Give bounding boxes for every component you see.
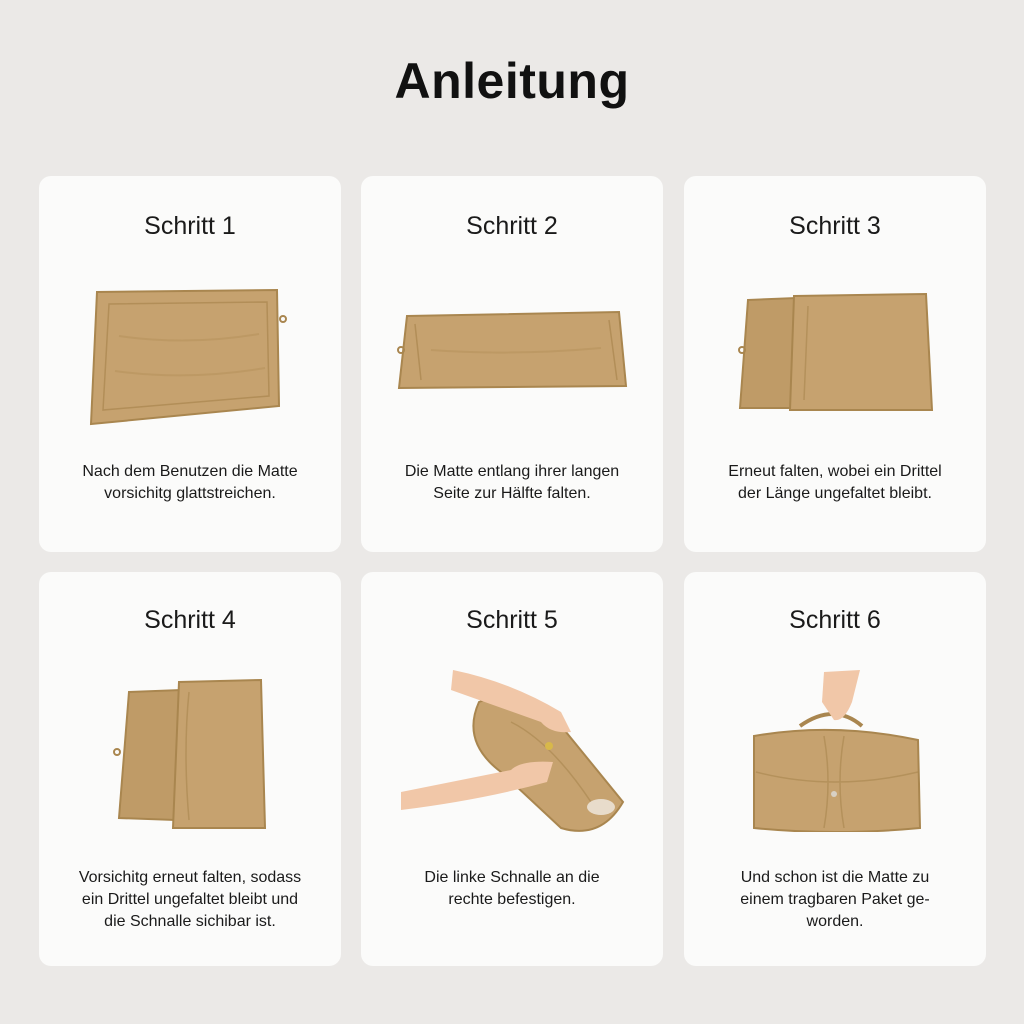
step-description: Und schon ist die Matte zu einem tragbaren Paket ge- worden. (740, 869, 930, 930)
step-card-6 (684, 572, 986, 966)
half-folded-mat-image (361, 276, 663, 446)
step-card-5 (361, 572, 663, 966)
step-card-1 (39, 176, 341, 552)
page-title: Anleitung (394, 53, 630, 109)
flat-mat-image (39, 276, 341, 446)
step-title: Schritt 3 (789, 212, 881, 240)
step-description: Nach dem Benutzen die Matte vorsichitg glattstreichen. (82, 463, 298, 502)
rolled-mat-with-hands-image (361, 662, 663, 832)
step-title: Schritt 4 (144, 606, 236, 634)
twice-folded-mat-image (39, 662, 341, 832)
step-title: Schritt 1 (144, 212, 236, 240)
step-title: Schritt 2 (466, 212, 558, 240)
step-description: Vorsichitg erneut falten, sodass ein Drittel ungefaltet bleibt und die Schnalle sichibar ist. (78, 869, 302, 930)
third-folded-mat-image (684, 276, 986, 446)
step-description: Erneut falten, wobei ein Drittel der Länge ungefaltet bleibt. (728, 463, 942, 502)
step-description: Die Matte entlang ihrer langen Seite zur Hälfte falten. (404, 463, 620, 502)
step-title: Schritt 6 (789, 606, 881, 634)
step-card-3 (684, 176, 986, 552)
step-card-2 (361, 176, 663, 552)
step-title: Schritt 5 (466, 606, 558, 634)
carried-mat-package-image (684, 662, 986, 832)
step-card-4 (39, 572, 341, 966)
step-description: Die linke Schnalle an die rechte befestigen. (424, 869, 600, 908)
